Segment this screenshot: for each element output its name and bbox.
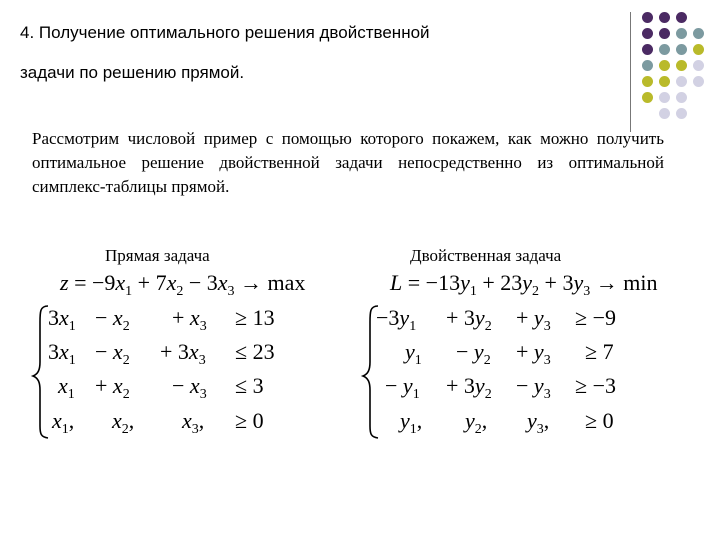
dual-row-1-col-3: + $y_3$ <box>516 305 551 334</box>
primal-heading: Прямая задача <box>105 246 210 265</box>
dual-objective: $L = -13y_1 + 23y_2 + 3y_3 \to \min$ <box>390 270 658 299</box>
primal-row-1-col-2: − $x_2$ <box>95 305 130 334</box>
dual-row-2-col-3: + $y_3$ <box>516 339 551 368</box>
primal-row-1-col-1: $3x_1$ <box>48 305 76 334</box>
primal-row-4-col-2: $x_2$, <box>112 408 135 437</box>
primal-row-2-col-3: + $3x_3$ <box>160 339 206 368</box>
slide-title-line-1: 4. Получение оптимального решения двойственной <box>20 23 430 42</box>
dual-row-4-col-1: $y_1$, <box>400 408 423 437</box>
dual-row-3-col-4: ≥ −3 <box>575 373 616 398</box>
primal-row-3-col-4: ≤ 3 <box>235 373 264 398</box>
dual-heading: Двойственная задача <box>410 246 562 265</box>
dual-row-4-col-2: $y_2$, <box>465 408 488 437</box>
primal-row-2-col-2: − $x_2$ <box>95 339 130 368</box>
primal-brace <box>33 306 48 438</box>
dual-row-3-col-2: + $3y_2$ <box>446 373 492 402</box>
dual-row-2-col-4: ≥ 7 <box>585 339 614 364</box>
dual-row-2-col-1: $y_1$ <box>405 339 422 368</box>
primal-row-3-col-1: $x_1$ <box>58 373 75 402</box>
primal-row-3-col-2: + $x_2$ <box>95 373 130 402</box>
dual-row-1-col-2: + $3y_2$ <box>446 305 492 334</box>
primal-row-2-col-1: $3x_1$ <box>48 339 76 368</box>
dual-row-3-col-3: − $y_3$ <box>516 373 551 402</box>
dual-row-3-col-1: − $y_1$ <box>385 373 420 402</box>
intro-paragraph: Рассмотрим числовой пример с помощью которого покажем, как можно получить оптимальное решение двойственной задачи непосредственно из оптимальной симплекс-таблицы прямой. <box>32 129 664 196</box>
slide-title-line-2: задачи по решению прямой. <box>20 63 245 82</box>
dual-row-1-col-4: ≥ −9 <box>575 305 616 330</box>
primal-row-4-col-3: $x_3$, <box>182 408 205 437</box>
primal-row-1-col-4: ≥ 13 <box>235 305 275 330</box>
primal-row-2-col-4: ≤ 23 <box>235 339 275 364</box>
primal-row-4-col-4: ≥ 0 <box>235 408 264 433</box>
dual-row-1-col-1: $-3y_1$ <box>376 305 417 334</box>
dual-row-4-col-3: $y_3$, <box>527 408 550 437</box>
primal-row-1-col-3: + $x_3$ <box>172 305 207 334</box>
dual-row-4-col-4: ≥ 0 <box>585 408 614 433</box>
dual-row-2-col-2: − $y_2$ <box>456 339 491 368</box>
primal-row-3-col-3: − $x_3$ <box>172 373 207 402</box>
primal-row-4-col-1: $x_1$, <box>52 408 75 437</box>
primal-objective: $z = -9x_1 + 7x_2 - 3x_3 \to \max$ <box>60 270 306 299</box>
